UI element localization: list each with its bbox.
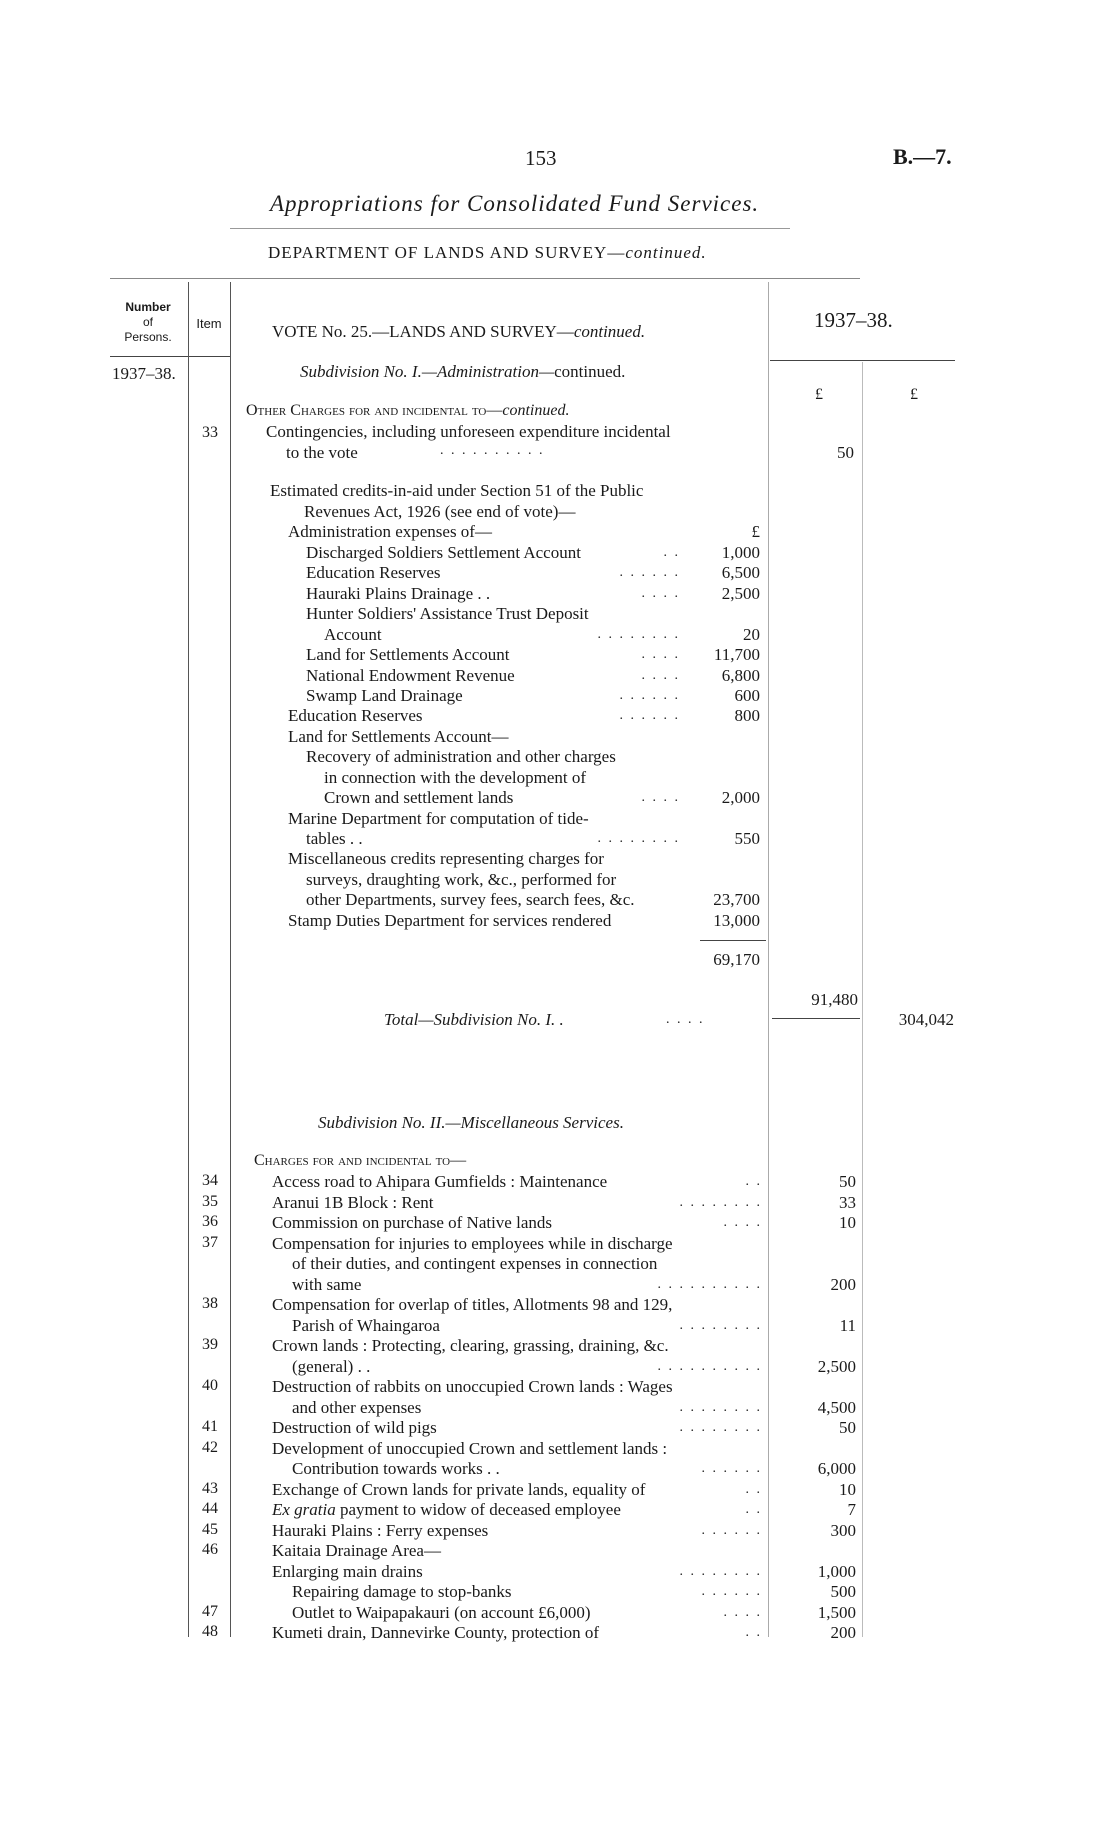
credit-amount: 6,500 xyxy=(721,563,760,582)
credit-label: Recovery of administration and other charges xyxy=(306,747,616,766)
persons-year: 1937–38. xyxy=(112,364,176,383)
subdivision-1-total-dots: . . . . xyxy=(666,1012,705,1027)
service-label: Kumeti drain, Dannevirke County, protection of xyxy=(272,1623,600,1642)
year-column-header: 1937–38. xyxy=(814,308,893,332)
service-label: Commission on purchase of Native lands xyxy=(272,1213,552,1232)
other-charges-label: Other Charges for and incidental to— xyxy=(246,402,503,419)
item-number: 38 xyxy=(202,1295,218,1312)
service-label: Aranui 1B Block : Rent xyxy=(272,1193,434,1212)
contingencies-amount: 50 xyxy=(837,443,854,462)
contingencies-dots: . . . . . . . . . . xyxy=(440,443,545,458)
service-amount: 6,000 xyxy=(817,1459,856,1478)
credit-dots: . . . . . . xyxy=(619,565,680,580)
credits-total: 69,170 xyxy=(713,950,760,969)
credit-label: Stamp Duties Department for services rendered xyxy=(288,911,612,930)
contingencies-line-2: to the vote xyxy=(286,443,358,462)
service-dots: . . . . . . . . xyxy=(679,1195,762,1210)
item-number: 36 xyxy=(202,1213,218,1230)
service-label: Outlet to Waipapakauri (on account £6,000) xyxy=(292,1603,591,1622)
pound-sign-col-2: £ xyxy=(910,386,918,403)
item-number: 47 xyxy=(202,1603,218,1620)
service-dots: . . . . . . . . xyxy=(679,1400,762,1415)
item-number: 41 xyxy=(202,1418,218,1435)
credit-dots: . . . . . . xyxy=(619,688,680,703)
header-bottom-rule-left xyxy=(110,356,230,357)
item-number: 35 xyxy=(202,1193,218,1210)
service-label: Crown lands : Protecting, clearing, grassing, draining, &c. xyxy=(272,1336,669,1355)
service-amount: 10 xyxy=(839,1213,856,1232)
credits-subtotal-rule xyxy=(700,940,766,941)
service-label: Compensation for overlap of titles, Allotments 98 and 129, xyxy=(272,1295,673,1314)
service-amount: 1,500 xyxy=(817,1603,856,1622)
header-bottom-rule-right xyxy=(770,360,955,361)
service-dots: . . . . . . . . xyxy=(679,1420,762,1435)
item-number: 45 xyxy=(202,1521,218,1538)
service-amount: 50 xyxy=(839,1418,856,1437)
credit-amount: 11,700 xyxy=(713,645,760,664)
document-reference: B.—7. xyxy=(893,144,952,169)
item-number: 39 xyxy=(202,1336,218,1353)
item-number: 42 xyxy=(202,1439,218,1456)
credit-label: National Endowment Revenue xyxy=(306,666,515,685)
credit-label: other Departments, survey fees, search fees, &c. xyxy=(306,890,635,909)
department-continued: continued. xyxy=(625,243,707,262)
admin-expenses-heading: Administration expenses of— xyxy=(288,522,492,541)
credit-label: surveys, draughting work, &c., performed for xyxy=(306,870,617,889)
persons-header-line-3: Persons. xyxy=(124,330,172,344)
credit-amount: 2,000 xyxy=(721,788,760,807)
subdivision-2-heading: Subdivision No. II.—Miscellaneous Services. xyxy=(318,1113,624,1132)
service-dots: . . xyxy=(745,1482,762,1497)
credit-label: tables . . xyxy=(306,829,363,848)
credit-dots: . . . . xyxy=(641,668,680,683)
service-dots: . . . . . . xyxy=(701,1523,762,1538)
service-amount: 500 xyxy=(830,1582,856,1601)
credit-label: Hunter Soldiers' Assistance Trust Deposit xyxy=(306,604,589,623)
service-amount: 200 xyxy=(830,1623,856,1642)
credit-amount: 23,700 xyxy=(713,890,760,909)
vote-continued: continued. xyxy=(573,322,646,341)
credit-label: in connection with the development of xyxy=(324,768,587,787)
pound-sign-col-1: £ xyxy=(815,386,823,403)
service-label: Repairing damage to stop-banks xyxy=(292,1582,512,1601)
service-dots: . . . . . . xyxy=(701,1584,762,1599)
service-dots: . . . . . . . . xyxy=(679,1564,762,1579)
credit-amount: 550 xyxy=(734,829,760,848)
credit-dots: . . . . . . . . xyxy=(597,831,680,846)
service-label: Exchange of Crown lands for private lands, equality of xyxy=(272,1480,646,1499)
credit-dots: . . . . xyxy=(641,647,680,662)
service-label: with same xyxy=(292,1275,362,1294)
credit-label: Crown and settlement lands xyxy=(324,788,514,807)
service-amount: 2,500 xyxy=(817,1357,856,1376)
service-dots: . . . . xyxy=(723,1215,762,1230)
credit-dots: . . xyxy=(663,545,680,560)
service-label: of their duties, and contingent expenses in connection xyxy=(292,1254,658,1273)
subdivision-1-heading xyxy=(300,362,625,382)
service-label: Parish of Whaingaroa xyxy=(292,1316,440,1335)
service-amount: 7 xyxy=(847,1500,856,1519)
credit-label: Discharged Soldiers Settlement Account xyxy=(306,543,581,562)
service-label: Destruction of rabbits on unoccupied Crown lands : Wages xyxy=(272,1377,673,1396)
page-title: Appropriations for Consolidated Fund Services. xyxy=(270,191,760,216)
credit-label: Hauraki Plains Drainage . . xyxy=(306,584,491,603)
service-dots: . . . . . . xyxy=(701,1461,762,1476)
persons-header-line-1: Number xyxy=(125,300,171,314)
service-amount: 4,500 xyxy=(817,1398,856,1417)
persons-column-divider xyxy=(188,282,189,1637)
credit-dots: . . . . xyxy=(641,790,680,805)
subdivision-1-total-label: Total—Subdivision No. I. . xyxy=(384,1010,564,1029)
subdivision-1-total-amount: 304,042 xyxy=(898,1010,954,1029)
vote-title: VOTE No. 25.—LANDS AND SURVEY— xyxy=(272,322,574,341)
credit-amount: 6,800 xyxy=(721,666,760,685)
service-dots: . . . . . . . . . . xyxy=(657,1359,762,1374)
service-label: Contribution towards works . . xyxy=(292,1459,500,1478)
persons-header-line-2: of xyxy=(142,315,153,329)
service-label: Access road to Ahipara Gumfields : Maintenance xyxy=(272,1172,608,1191)
table-top-rule xyxy=(110,278,860,279)
service-dots: . . . . . . . . . . xyxy=(657,1277,762,1292)
credit-label: Account xyxy=(324,625,382,644)
item-column-divider xyxy=(230,282,231,1637)
amount-column-divider-2 xyxy=(862,362,863,1637)
credit-label: Education Reserves xyxy=(306,563,441,582)
department-name: DEPARTMENT OF LANDS AND SURVEY— xyxy=(268,243,626,262)
item-number: 34 xyxy=(202,1172,218,1189)
page-number: 153 xyxy=(525,146,557,170)
credit-label: Swamp Land Drainage xyxy=(306,686,463,705)
persons-column-header xyxy=(110,300,186,345)
service-amount: 10 xyxy=(839,1480,856,1499)
service-label: (general) . . xyxy=(292,1357,371,1376)
amount-column-divider-1 xyxy=(768,282,769,1637)
service-amount: 1,000 xyxy=(817,1562,856,1581)
contingencies-line-1: Contingencies, including unforeseen expenditure incidental xyxy=(266,422,671,441)
service-label: Hauraki Plains : Ferry expenses xyxy=(272,1521,489,1540)
item-number: 46 xyxy=(202,1541,218,1558)
item-number: 33 xyxy=(202,424,218,441)
service-label: Kaitaia Drainage Area— xyxy=(272,1541,441,1560)
credit-label: Land for Settlements Account— xyxy=(288,727,509,746)
credit-amount: 1,000 xyxy=(721,543,760,562)
subdivision-1-title: Subdivision No. I.—Administration— xyxy=(300,362,555,381)
service-label: Compensation for injuries to employees while in discharge xyxy=(272,1234,673,1253)
service-label-rest: payment to widow of deceased employee xyxy=(335,1500,621,1519)
subdivision-1-continued: continued. xyxy=(554,362,626,381)
service-label: Destruction of wild pigs xyxy=(272,1418,437,1437)
charges-heading: Charges for and incidental to— xyxy=(254,1152,467,1169)
credit-label: Land for Settlements Account xyxy=(306,645,510,664)
subtotal-rule xyxy=(772,1018,860,1019)
credit-amount: 2,500 xyxy=(721,584,760,603)
title-rule xyxy=(230,228,790,229)
credit-label: Marine Department for computation of tide- xyxy=(288,809,589,828)
service-dots: . . xyxy=(745,1502,762,1517)
service-amount: 11 xyxy=(839,1316,856,1335)
service-label xyxy=(272,1500,621,1520)
item-number: 40 xyxy=(202,1377,218,1394)
service-label: Development of unoccupied Crown and settlement lands : xyxy=(272,1439,668,1458)
service-amount: 33 xyxy=(839,1193,856,1212)
service-dots: . . xyxy=(745,1174,762,1189)
credit-amount: 20 xyxy=(743,625,760,644)
service-label: Enlarging main drains xyxy=(272,1562,423,1581)
service-label-italic: Ex gratia xyxy=(272,1500,336,1519)
service-amount: 50 xyxy=(839,1172,856,1191)
other-charges-heading xyxy=(246,402,569,420)
service-amount: 200 xyxy=(830,1275,856,1294)
vote-heading xyxy=(272,322,645,342)
service-dots: . . . . . . . . xyxy=(679,1318,762,1333)
service-dots: . . . . xyxy=(723,1605,762,1620)
item-number: 43 xyxy=(202,1480,218,1497)
item-number: 44 xyxy=(202,1500,218,1517)
credits-in-aid-line-2: Revenues Act, 1926 (see end of vote)— xyxy=(304,502,576,521)
credit-label: Education Reserves xyxy=(288,706,423,725)
credit-amount: 13,000 xyxy=(713,911,760,930)
item-number: 48 xyxy=(202,1623,218,1640)
item-number: 37 xyxy=(202,1234,218,1251)
credit-dots: . . . . xyxy=(641,586,680,601)
other-charges-continued: continued. xyxy=(502,402,570,419)
credit-label: Miscellaneous credits representing charges for xyxy=(288,849,604,868)
credit-amount: 600 xyxy=(734,686,760,705)
item-column-header: Item xyxy=(196,316,222,331)
department-heading xyxy=(268,243,707,263)
service-amount: 300 xyxy=(830,1521,856,1540)
credit-dots: . . . . . . . . xyxy=(597,627,680,642)
service-label: and other expenses xyxy=(292,1398,422,1417)
service-dots: . . xyxy=(745,1625,762,1640)
credit-dots: . . . . . . xyxy=(619,708,680,723)
credit-amount: 800 xyxy=(734,706,760,725)
credits-in-aid-line-1: Estimated credits-in-aid under Section 51 of the Public xyxy=(270,481,644,500)
credits-pound-sign: £ xyxy=(751,522,760,541)
subdivision-1-subtotal: 91,480 xyxy=(811,990,858,1009)
